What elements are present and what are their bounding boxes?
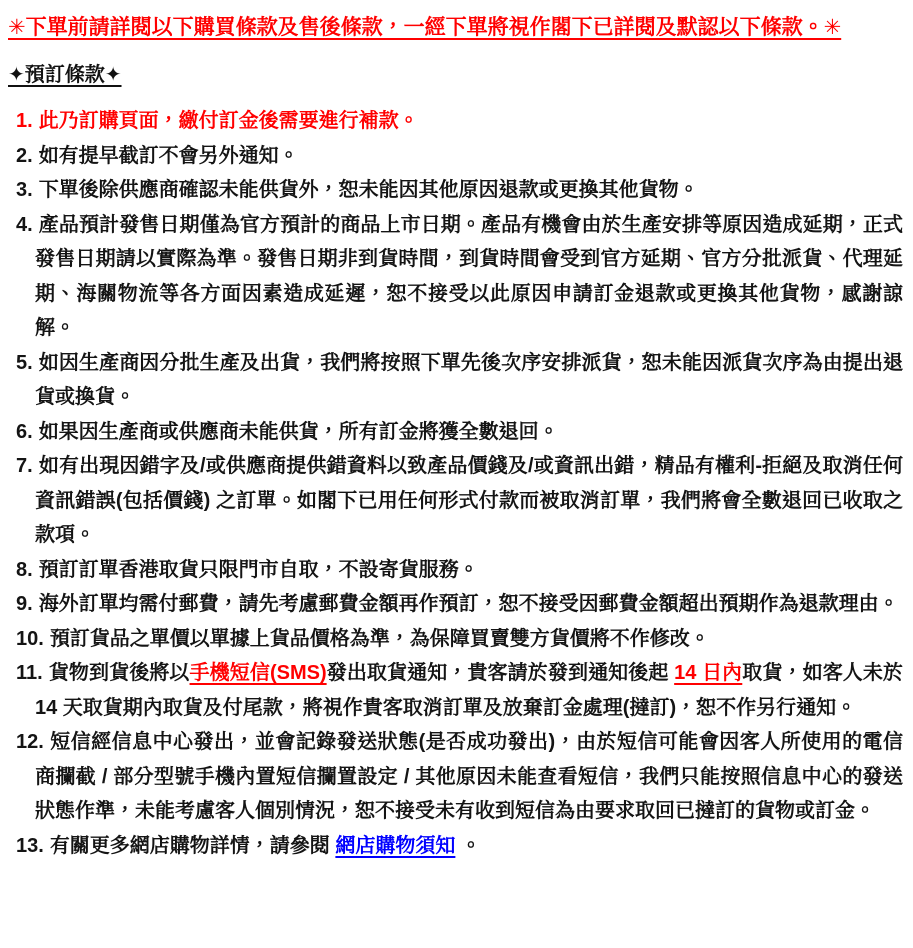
shop-guide-link[interactable]: 網店購物須知 <box>335 834 456 857</box>
header-notice: ✳下單前請詳閱以下購買條款及售後條款，一經下單將視作閣下已詳閱及默認以下條款。✳ <box>8 16 842 39</box>
term-item-13 <box>8 829 903 864</box>
term-text: 如因生產商因分批生產及出貨，我們將按照下單先後次序安排派貨，恕未能因派貨次序為由提出退貨或換貨。 <box>35 351 903 408</box>
term-item-2 <box>8 139 903 174</box>
term-text: 短信經信息中心發出，並會記錄發送狀態(是否成功發出)，由於短信可能會因客人所使用的電信商攔截 / 部分型號手機內置短信攔置設定 / 其他原因未能查看短信，我們只能按照信息中心的發送狀態作準，未能考慮客人個別情況，恕不接受未有收到短信為由要求取回已撻訂的貨物或訂金。 <box>35 731 903 822</box>
term-text: 如有提早截訂不會另外通知。 <box>38 144 299 167</box>
term-text: 產品預計發售日期僅為官方預計的商品上市日期。產品有機會由於生產安排等原因造成延期，正式發售日期請以實際為準。發售日期非到貨時間，到貨時間會受到官方延期、官方分批派貨、代理延期、海關物流等各方面因素造成延遲，恕不接受以此原因申請訂金退款或更換其他貨物，感謝諒解。 <box>35 213 903 339</box>
term-text: 此乃訂購頁面，繳付訂金後需要進行補款。 <box>38 110 419 132</box>
term-text: 如有出現因錯字及/或供應商提供錯資料以致產品價錢及/或資訊出錯，精品有權利-拒絕及取消任何資訊錯誤(包括價錢) 之訂單。如閣下已用任何形式付款而被取消訂單，我們將會全數退回已收取之款項。 <box>35 455 903 546</box>
section-title: ✦預訂條款✦ <box>8 64 122 86</box>
term-segment: 。 <box>455 834 481 857</box>
term-number: 1. <box>16 110 33 132</box>
term-item-5 <box>8 346 903 415</box>
term-number: 3. <box>16 179 33 201</box>
term-segment: 貨物到貨後將以 <box>48 662 190 684</box>
term-number: 9. <box>16 593 33 615</box>
term-item-4 <box>8 208 903 346</box>
term-item-9 <box>8 587 903 622</box>
term-item-10 <box>8 622 903 657</box>
term-segment: 發出取貨通知，貴客請於發到通知後起 <box>326 662 675 684</box>
term-number: 13. <box>16 834 44 857</box>
term-item-8 <box>8 553 903 588</box>
term-text <box>35 662 903 719</box>
term-text <box>50 835 481 857</box>
sms-notice-highlight: 手機短信(SMS) <box>189 662 327 684</box>
term-number: 5. <box>16 351 33 374</box>
term-item-7 <box>8 449 903 553</box>
term-item-11 <box>8 656 903 725</box>
term-text: 預訂訂單香港取貨只限門市自取，不設寄貨服務。 <box>38 558 479 581</box>
term-segment: 有關更多網店購物詳情，請參閱 <box>49 834 336 857</box>
term-number: 11. <box>16 662 43 684</box>
terms-list <box>8 104 903 863</box>
term-number: 4. <box>16 213 33 236</box>
term-item-1 <box>8 104 903 139</box>
term-number: 6. <box>16 420 33 443</box>
term-item-12 <box>8 725 903 829</box>
term-text: 海外訂單均需付郵費，請先考慮郵費金額再作預訂，恕不接受因郵費金額超出預期作為退款理由。 <box>38 593 899 615</box>
term-number: 10. <box>16 627 44 650</box>
term-number: 8. <box>16 558 33 581</box>
term-text: 預訂貨品之單價以單據上貨品價格為準，為保障買賣雙方貨價將不作修改。 <box>49 627 710 650</box>
term-item-3 <box>8 173 903 208</box>
term-text: 如果因生產商或供應商未能供貨，所有訂金將獲全數退回。 <box>38 420 559 443</box>
term-number: 2. <box>16 144 33 167</box>
term-segment: 取貨，如客人未於 14 天取貨期內取貨及付尾款，將視作貴客取消訂單及放棄訂金處理(撻訂)，恕不作另行通知。 <box>35 662 904 719</box>
pickup-deadline-highlight: 14 日內 <box>674 662 743 684</box>
term-text: 下單後除供應商確認未能供貨外，恕未能因其他原因退款或更換其他貨物。 <box>38 179 699 201</box>
term-number: 7. <box>16 455 33 477</box>
term-number: 12. <box>16 731 44 753</box>
term-item-6 <box>8 415 903 450</box>
